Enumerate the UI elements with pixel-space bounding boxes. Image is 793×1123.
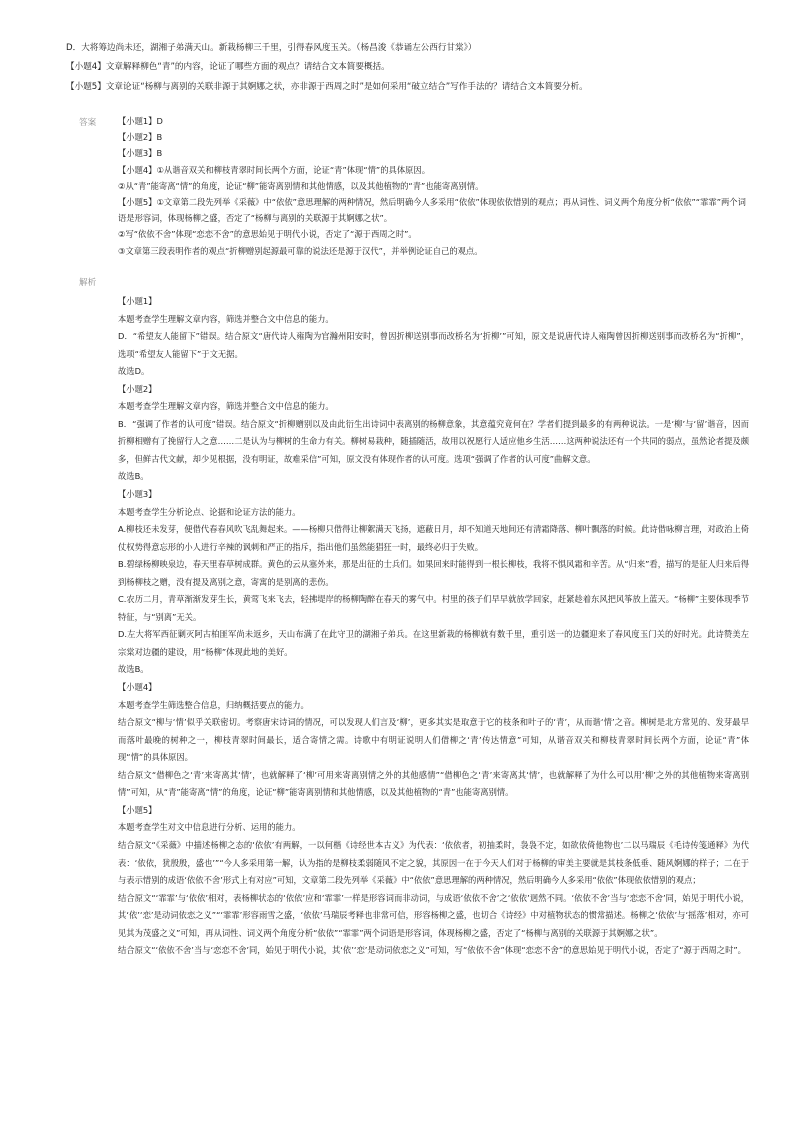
explanation-paragraph: 结合原文“借柳色之‘青’来寄离其‘情’，也就解释了‘柳’可用来寄离别情之外的其他感情”“借柳色之‘青’来寄离其‘情’，也就解释了为什么可以用‘柳’之外的其他植物来寄离别情”可知，从“青”能寄离“情”的角度，论证“柳”能寄离别情和其他情感，以及其他植物的“青”也能寄离别情。 [118,769,749,798]
answer-line: 【小题3】B [118,148,163,159]
explanation-paragraph: D.左大将军西征剿灭阿古柏匪军尚未返乡，天山布满了在此守卫的湖湘子弟兵。在这里新栽的杨柳就有数千里，重引送一的边疆迎来了春风度玉门关的好时光。此诗赞美左宗棠对边疆的建设，用“杨柳”体现此地的美好。 [118,629,749,657]
explanation-paragraph: 本题考查学生对文中信息进行分析、运用的能力。 [118,822,301,833]
explanation-paragraph: D．“希望友人能留下”错误。结合原文“唐代诗人雍陶为官瀚州阳安时，曾因折柳送别事而改桥名为‘折柳’”可知，原文是说唐代诗人雍陶曾因折柳送别事而改桥名为“折柳”，选项“希望友人能留下”于文无据。 [118,331,749,359]
explanation-paragraph: A.柳枝还未发芽，便借代春春风吹飞乱舞起来。——杨柳只借得让柳絮满天飞扬，遮蔽日月，却不知道天地间还有清霜降落、柳叶飘落的时候。此诗借咏柳言理，对政治上倚仗权势得意忘形的小人进行辛辣的讽刺和严正的指斥，指出他们虽然能猖狂一时，最终必归于失败。 [118,524,749,552]
explanation-paragraph: 结合原文“‘霏霏’与‘依依’相对，表杨柳状态的‘依依’应和‘霏霏’一样是形容词而非动词，与成语‘依依不舍’之‘依依’迥然不同。‘依依不舍’当与‘恋恋不舍’同，始见于明代小说，其‘依’‘恋’是动词依恋之义”“‘霏霏’形容雨雪之盛，‘依依’马瑞辰考释也非常可信，形容杨柳之盛，也切合《诗经》中对植物状态的惯常描述。杨柳之‘依依’与‘摇落’相对，亦可见其为茂盛之义”可知，再从词性、词义两个角度分析“依依”“霏霏”两个词语是形容词，体现杨柳之盛，否定了“杨柳与离别的关联源于其婀娜之状”。 [118,892,749,938]
question-5: 【小题5】文章论证“杨柳与离别的关联非源于其婀娜之状，亦非源于西周之时”是如何采用“破立结合”写作手法的？请结合文本简要分析。 [66,82,588,92]
explanation-paragraph: B.碧绿杨柳映泉边，春天里春草树成群。黄色的云从塞外来，那是出征的士兵们。如果回来时能得到一根长柳枝，我将不惧风霜和辛苦。从“归来”看，描写的是征人归来后得到杨柳枝之赠，没有提及离别之意，寄寓的是别离的悲伤。 [118,559,749,587]
answer-line: ②从“青”能寄离“情”的角度，论证“柳”能寄离别情和其他情感，以及其他植物的“青”也能寄离别情。 [118,180,484,191]
answer-line: ②写“依依不舍”体现“恋恋不舍”的意思始见于明代小说，否定了“源于西周之时”。 [118,229,417,240]
question-4: 【小题4】文章解释柳色“青”的内容，论证了哪些方面的观点？请结合文本简要概括。 [66,62,390,72]
answer-line: 【小题4】①从谐音双关和柳枝青翠时间长两个方面，论证“青”体现“情”的具体原因。 [118,164,431,175]
explanation-paragraph: B．“强调了作者的认可度”错误。结合原文“折柳赠别以及由此衍生出诗词中表离别的杨柳意象，其意蕴究竟何在？学者们提到最多的有两种说法。一是‘柳’与‘留’谐音，因而折柳相赠有了挽留行人之意……二是认为与柳树的生命力有关。柳树易栽种，随插随活，故用以祝愿行人适应他乡生活……这两种说法还有一个共同的弱点，虽然论者提及颇多，但鲜古代文献，却少见根据，没有明证，故难采信”可知，原文没有体现作者的认可度。选项“强调了作者的认可度”曲解文意。 [118,418,749,464]
answer-line: 【小题1】D [118,116,163,126]
explanation-paragraph: 【小题5】 [118,804,157,815]
explanation-paragraph: 故选D。 [118,366,150,377]
explanation-paragraph: 本题考查学生理解文章内容，筛选并整合文中信息的能力。 [118,401,334,412]
answer-line: 【小题2】B [118,132,163,143]
explanation-paragraph: 故选B。 [118,471,149,482]
explanation-paragraph: 结合原文“柳与‘情’似乎关联密切。考察唐宋诗词的情况，可以发现人们言及‘柳’，更多其实是取意于它的枝条和叶子的‘青’，从而谐‘情’之音。柳树是北方常见的、发芽最早而落叶最晚的树种之一，柳枝青翠时间最长，适合寄情之需。诗歌中有明证说明人们借柳之‘青’传达情意”可知，从谐音双关和柳枝青翠时间长两个方面，论证“青”体现“情”的具体原因。 [118,717,749,763]
answer-line: ③文章第三段表明作者的观点“折柳赠别起源最可靠的说法还是源于汉代”，并举例论证自己的观点。 [118,245,483,256]
explanation-paragraph: 结合原文“‘依依不舍’当与‘恋恋不舍’同，始见于明代小说，其‘依’‘恋’是动词依恋之义”可知，写“依依不舍”体现“恋恋不舍”的意思始见于明代小说，否定了“源于西周之时”。 [118,945,746,956]
answer-line: 【小题5】①文章第二段先列举《采薇》中“依依”意思理解的两种情况，然后明确今人多采用“依依”体现依依惜别的观点；再从词性、词义两个角度分析“依依”“霏霏”两个词语是形容词，体现杨柳之盛，否定了“杨柳与离别的关联源于其婀娜之状”。 [118,197,746,224]
explanation-paragraph: 【小题2】 [118,383,157,394]
explanation-paragraph: 本题考查学生理解文章内容，筛选并整合文中信息的能力。 [118,313,334,324]
answer-block [118,113,753,259]
question-option-d: D．大将筹边尚未还，湖湘子弟满天山。新栽杨柳三千里，引得春风度玉关。（杨昌浚《恭诵左公西行甘棠》） [66,43,477,53]
explanation-paragraph: C.农历二月，青草渐渐发芽生长，黄莺飞来飞去，轻拂堤岸的杨柳陶醉在春天的雾气中。村里的孩子们早早就放学回家，赶紧趁着东风把风筝放上蓝天。“杨柳”主要体现季节特征，与“别离”无关。 [118,594,750,622]
answer-label: 答案 [79,118,97,128]
explanation-paragraph: 本题考查学生分析论点、论据和论证方法的能力。 [118,506,301,517]
explanation-block [118,293,749,960]
explanation-paragraph: 【小题4】 [118,682,157,693]
explanation-label: 解析 [79,278,97,288]
explanation-paragraph: 结合原文“《采薇》中描述杨柳之态的‘依依’有两解，一以何楷《诗经世本古义》为代表：‘依依者，初抽柔时，袅袅不定，如欲依倚他物也’二以马瑞辰《毛诗传笺通释》为代表：‘依依，犹殷殷，盛也’”“今人多采用第一解，认为指的是柳枝柔弱随风不定之貌，其原因一在于今天人们对于杨柳的审美主要就是其枝条低垂、随风婀娜的样子；二在于与表示惜别的成语‘依依不舍’形式上有对应”可知，文章第二段先列举《采薇》中“依依”意思理解的两种情况，然后明确今人多采用“依依”体现依依惜别的观点； [118,839,749,886]
explanation-paragraph: 【小题3】 [118,489,157,500]
explanation-paragraph: 【小题1】 [118,296,157,306]
explanation-paragraph: 本题考查学生筛选整合信息，归纳概括要点的能力。 [118,699,309,710]
explanation-paragraph: 故选B。 [118,664,149,675]
